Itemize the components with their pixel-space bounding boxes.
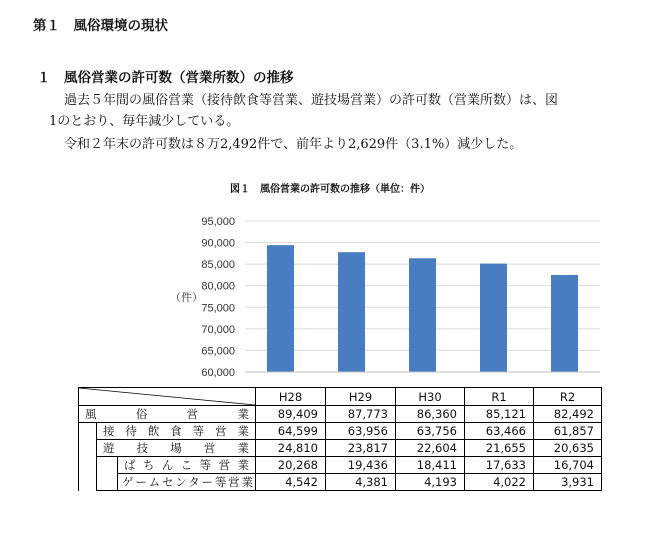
table-cell: 20,635 bbox=[534, 440, 602, 457]
indent-cell bbox=[79, 423, 97, 491]
bar-h30 bbox=[409, 258, 436, 372]
table-header-cell: R1 bbox=[465, 388, 534, 406]
table-cell: 64,599 bbox=[256, 423, 326, 440]
row-label: 遊技場営業 bbox=[97, 440, 256, 457]
table-cell: 63,956 bbox=[326, 423, 396, 440]
row-label: 風俗営業 bbox=[79, 406, 256, 423]
table-cell: 4,542 bbox=[256, 474, 326, 491]
chart-title: 図１ 風俗営業の許可数の推移（単位：件） bbox=[230, 184, 430, 195]
table-cell: 4,022 bbox=[465, 474, 534, 491]
table-cell: 16,704 bbox=[534, 457, 602, 474]
table-header-cell: H29 bbox=[326, 388, 396, 406]
table-cell: 19,436 bbox=[326, 457, 396, 474]
table-corner-cell bbox=[79, 388, 256, 406]
table-cell: 20,268 bbox=[256, 457, 326, 474]
y-tick-label: 90,000 bbox=[201, 237, 235, 250]
table-cell: 3,931 bbox=[534, 474, 602, 491]
table-row bbox=[79, 440, 602, 457]
table-cell: 23,817 bbox=[326, 440, 396, 457]
table-header-cell: H30 bbox=[396, 388, 465, 406]
bar-r2 bbox=[551, 275, 578, 372]
table-header-cell: H28 bbox=[256, 388, 326, 406]
row-label: 接待飲食等営業 bbox=[97, 423, 256, 440]
row-label: ぱちんこ等営業 bbox=[118, 457, 256, 474]
y-tick-label: 95,000 bbox=[201, 216, 235, 228]
paragraph-line-2: 1のとおり、毎年減少している。 bbox=[49, 114, 240, 129]
table-cell: 4,381 bbox=[326, 474, 396, 491]
table-row bbox=[79, 423, 602, 440]
table-cell: 4,193 bbox=[396, 474, 465, 491]
table-cell: 22,604 bbox=[396, 440, 465, 457]
table-cell: 89,409 bbox=[256, 406, 326, 423]
data-table bbox=[78, 387, 602, 491]
indent-cell bbox=[97, 457, 118, 491]
table-row bbox=[79, 457, 602, 474]
y-tick-label: 80,000 bbox=[201, 280, 235, 293]
paragraph-line-3: 令和２年末の許可数は８万2,492件で、前年より2,629件（3.1%）減少した。 bbox=[64, 137, 523, 152]
table-row bbox=[79, 406, 602, 423]
row-label: ゲームセンター等営業 bbox=[118, 474, 256, 491]
bar-r1 bbox=[480, 264, 507, 372]
table-cell: 21,655 bbox=[465, 440, 534, 457]
table-header-cell: R2 bbox=[534, 388, 602, 406]
section-title: 第１ 風俗環境の現状 bbox=[33, 18, 168, 34]
table-header-row bbox=[79, 388, 602, 406]
y-tick-label: 85,000 bbox=[201, 259, 235, 272]
table-cell: 87,773 bbox=[326, 406, 396, 423]
y-tick-label: 60,000 bbox=[201, 367, 235, 379]
bar-h29 bbox=[338, 252, 365, 372]
table-cell: 63,466 bbox=[465, 423, 534, 440]
table-cell: 24,810 bbox=[256, 440, 326, 457]
y-tick-label: 75,000 bbox=[201, 302, 235, 315]
table-cell: 86,360 bbox=[396, 406, 465, 423]
subsection-title: １ 風俗営業の許可数（営業所数）の推移 bbox=[37, 70, 294, 86]
y-tick-label: 65,000 bbox=[201, 345, 235, 358]
table-cell: 63,756 bbox=[396, 423, 465, 440]
table-cell: 61,857 bbox=[534, 423, 602, 440]
diagonal-line bbox=[79, 388, 255, 405]
y-tick-label: 70,000 bbox=[201, 323, 235, 336]
bar-h28 bbox=[267, 245, 294, 372]
table-cell: 17,633 bbox=[465, 457, 534, 474]
table-cell: 85,121 bbox=[465, 406, 534, 423]
paragraph-line-1: 過去５年間の風俗営業（接待飲食等営業、遊技場営業）の許可数（営業所数）は、図 bbox=[64, 93, 559, 108]
table-row bbox=[79, 474, 602, 491]
y-axis-label: （件） bbox=[170, 292, 203, 304]
table-cell: 18,411 bbox=[396, 457, 465, 474]
table-cell: 82,492 bbox=[534, 406, 602, 423]
